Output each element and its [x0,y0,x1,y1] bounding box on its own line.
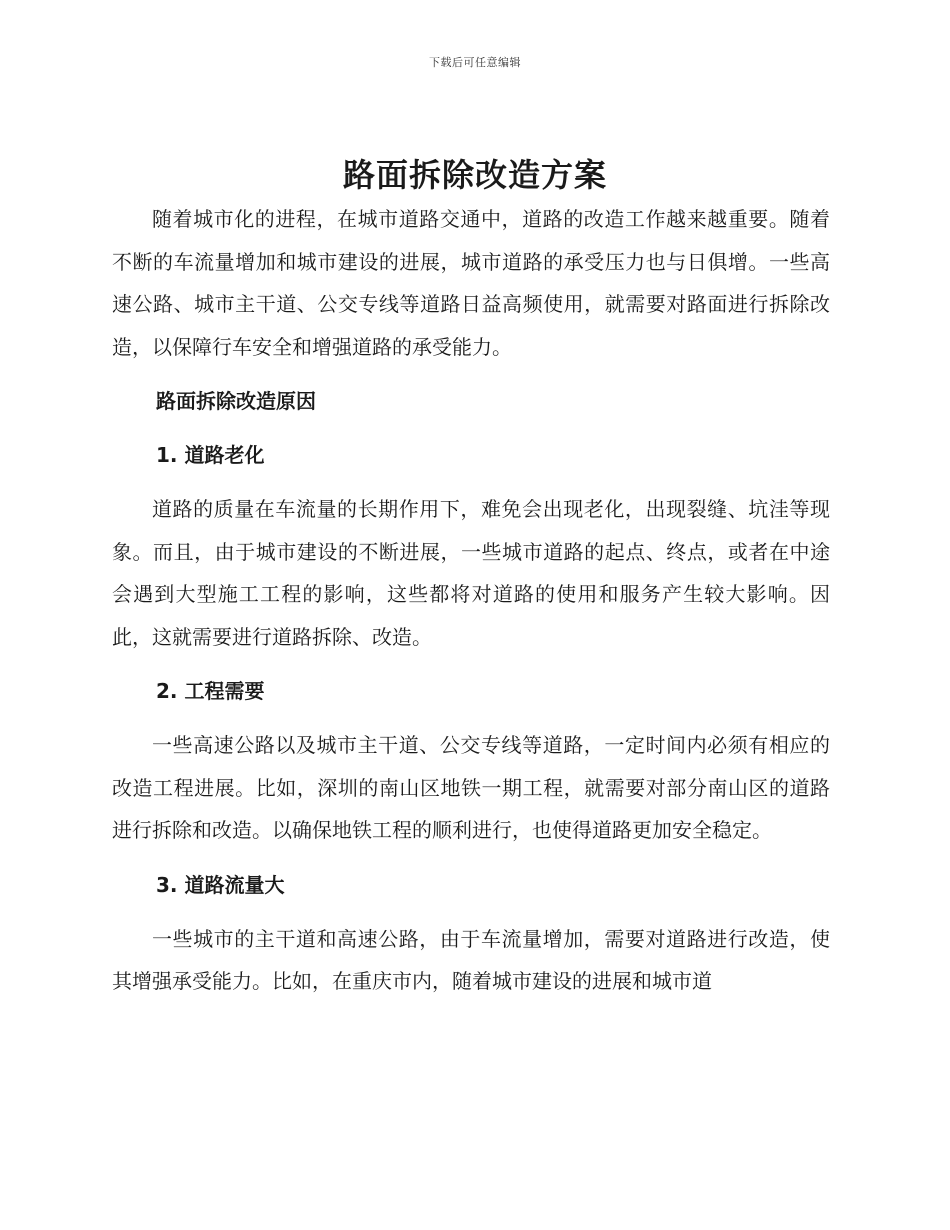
item-heading-2: 2. 工程需要 [156,679,265,703]
section-heading: 路面拆除改造原因 [156,389,316,413]
item-heading-3: 3. 道路流量大 [156,872,285,897]
item-paragraph-2: 一些高速公路以及城市主干道、公交专线等道路，一定时间内必须有相应的改造工程进展。比如，深圳的南山区地铁一期工程，就需要对部分南山区的道路进行拆除和改造。以确保地铁工程的顺利进行，也使得道路更加安全稳定。 [112,733,830,842]
item-paragraph-1: 道路的质量在车流量的长期作用下，难免会出现老化，出现裂缝、坑洼等现象。而且，由于城市建设的不断进展，一些城市道路的起点、终点，或者在中途会遇到大型施工工程的影响，这些都将对道路的使用和服务产生较大影响。因此，这就需要进行道路拆除、改造。 [112,497,830,649]
intro-paragraph: 随着城市化的进程，在城市道路交通中，道路的改造工作越来越重要。随着不断的车流量增加和城市建设的进展，城市道路的承受压力也与日俱增。一些高速公路、城市主干道、公交专线等道路日益高频使用，就需要对路面进行拆除改造，以保障行车安全和增强道路的承受能力。 [112,207,830,359]
item-heading-1: 1. 道路老化 [156,443,265,467]
item-paragraph-3: 一些城市的主干道和高速公路，由于车流量增加，需要对道路进行改造，使其增强承受能力。比如，在重庆市内，随着城市建设的进展和城市道 [112,926,830,993]
page-header-note: 下载后可任意编辑 [429,56,521,69]
document-body [112,198,830,1003]
document-title: 路面拆除改造方案 [342,156,607,194]
